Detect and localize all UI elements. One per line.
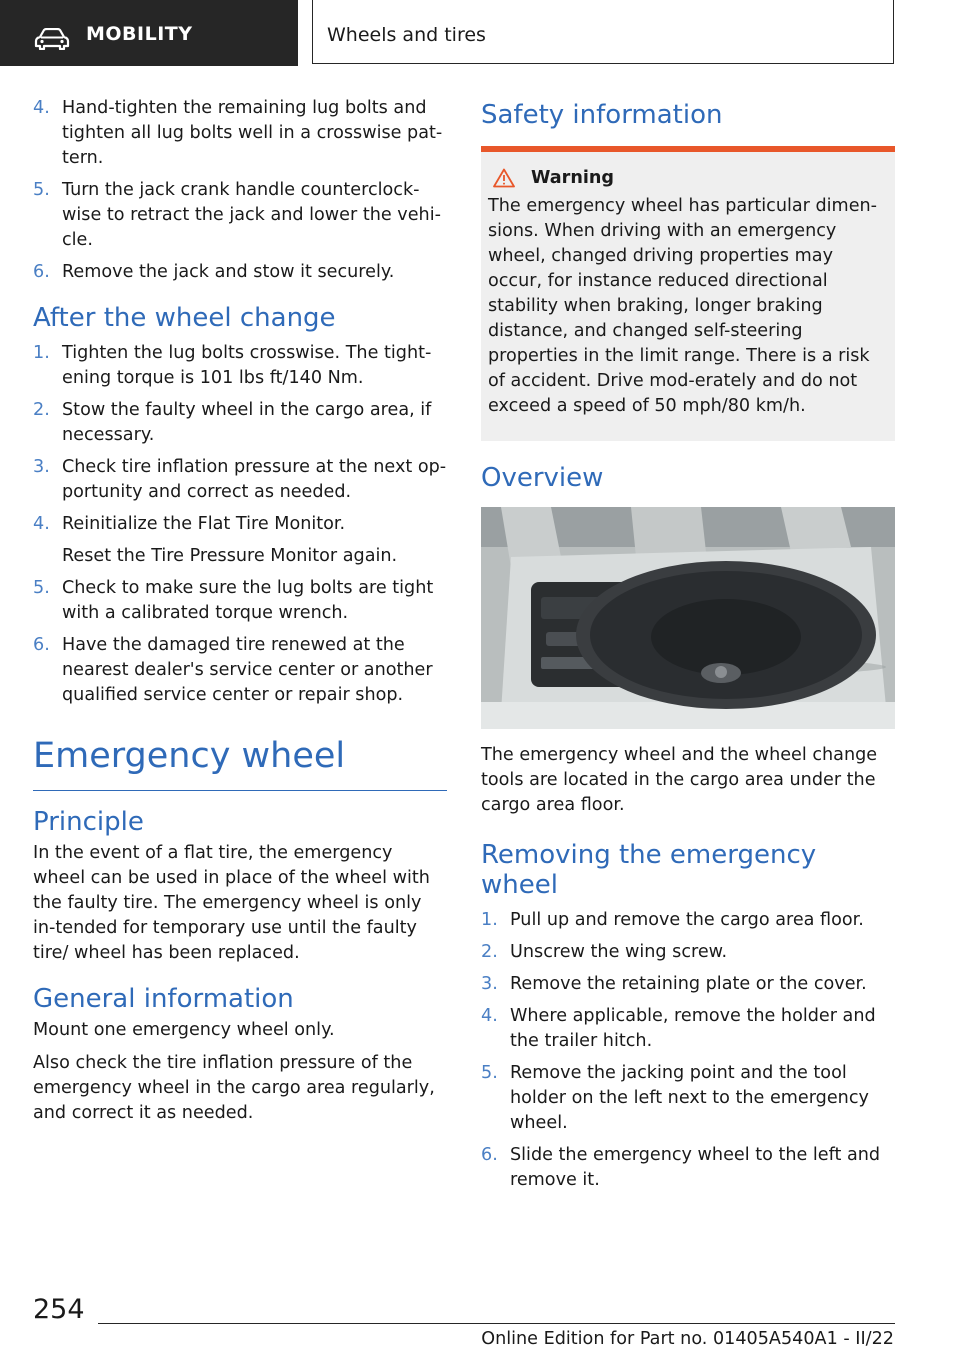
after-change-steps-2 [33, 576, 447, 708]
step-text: Remove the jacking point and the tool holder on the left next to the emergency wheel. [510, 1063, 869, 1133]
overview-heading: Overview [481, 463, 604, 493]
warning-triangle-icon [493, 168, 515, 188]
step-number: 1. [481, 910, 498, 930]
step-number: 4. [33, 514, 50, 534]
step-number: 3. [33, 457, 50, 477]
step-text: Where applicable, remove the holder and the trailer hitch. [510, 1006, 876, 1051]
list-item [481, 1061, 895, 1136]
removing-emergency-wheel-heading: Removing the emergency wheel [481, 840, 817, 900]
general-information-heading: General information [33, 984, 294, 1014]
after-wheel-change-heading: After the wheel change [33, 303, 336, 333]
section-tab [0, 0, 298, 66]
overview-caption: The emergency wheel and the wheel change tools are located in the cargo area under the cargo area floor. [481, 745, 878, 815]
chapter-tab [312, 0, 894, 64]
step-text: Slide the emergency wheel to the left and remove it. [510, 1145, 881, 1190]
step-text: Have the damaged tire renewed at the nearest dealer's service center or another qualified service center or repair shop. [62, 635, 433, 705]
list-item [33, 633, 447, 708]
step-number: 5. [33, 578, 50, 598]
section-label: MOBILITY [86, 23, 193, 45]
general-text-1: Mount one emergency wheel only. [33, 1020, 335, 1040]
list-item [33, 455, 447, 505]
step-number: 6. [481, 1145, 498, 1165]
step-number: 2. [33, 400, 50, 420]
right-column [481, 96, 895, 1200]
list-item [33, 178, 447, 253]
emergency-wheel-heading: Emergency wheel [33, 736, 447, 791]
warning-box [481, 152, 895, 441]
removing-steps [481, 908, 895, 1193]
list-item [33, 512, 447, 537]
warning-text: The emergency wheel has particular dimen-sions. When driving with an emergency wheel, changed driving properties may occur, for instance reduced directional stability when braking, longer braking distance, and changed self-steering properties in the limit range. There is a risk of accident. Drive mod-erately and do not exceed a speed of 50 mph/80 km/h. [488, 196, 878, 416]
list-item [481, 1143, 895, 1193]
step-text: Reinitialize the Flat Tire Monitor. [62, 514, 346, 534]
step-text: Pull up and remove the cargo area floor. [510, 910, 864, 930]
step-text: Remove the jack and stow it securely. [62, 262, 395, 282]
step-text: Unscrew the wing screw. [510, 942, 728, 962]
step-number: 4. [33, 98, 50, 118]
chapter-label: Wheels and tires [327, 24, 486, 46]
list-item [33, 260, 447, 285]
edition-label: Online Edition for Part no. 01405A540A1 - II/22 [481, 1329, 894, 1349]
safety-information-heading: Safety information [481, 100, 723, 130]
step-text: Tighten the lug bolts crosswise. The tight-ening torque is 101 lbs ft/140 Nm. [62, 343, 432, 388]
list-item [33, 96, 447, 171]
step-number: 1. [33, 343, 50, 363]
principle-text: In the event of a flat tire, the emergency wheel can be used in place of the wheel with the faulty tire. The emergency wheel is only in-tended for temporary use until the faulty tire/ wheel has been replaced. [33, 843, 430, 963]
step-number: 5. [481, 1063, 498, 1083]
list-item [33, 576, 447, 626]
left-column [33, 96, 447, 1134]
warning-label: Warning [531, 168, 615, 188]
step-number: 5. [33, 180, 50, 200]
list-item [481, 908, 895, 933]
step-text: Check to make sure the lug bolts are tight with a calibrated torque wrench. [62, 578, 434, 623]
list-item [33, 341, 447, 391]
list-item [481, 972, 895, 997]
cargo-area-emergency-wheel-figure [481, 507, 895, 729]
step-number: 2. [481, 942, 498, 962]
step-number: 6. [33, 635, 50, 655]
general-text-2: Also check the tire inflation pressure of the emergency wheel in the cargo area regularly, and correct it as needed. [33, 1053, 435, 1123]
warning-header [488, 168, 887, 188]
car-icon [34, 28, 70, 50]
list-item [33, 398, 447, 448]
principle-heading: Principle [33, 807, 144, 837]
steps-list-continued [33, 96, 447, 285]
list-item [481, 1004, 895, 1054]
step-number: 3. [481, 974, 498, 994]
step-number: 6. [33, 262, 50, 282]
step-sub-text: Reset the Tire Pressure Monitor again. [62, 546, 398, 566]
footer-divider [98, 1323, 895, 1324]
step-number: 4. [481, 1006, 498, 1026]
after-change-steps [33, 341, 447, 537]
step-text: Check tire inflation pressure at the next op-portunity and correct as needed. [62, 457, 447, 502]
page-header [0, 0, 960, 66]
step-text: Hand-tighten the remaining lug bolts and tighten all lug bolts well in a crosswise pat-tern. [62, 98, 443, 168]
step-text: Stow the faulty wheel in the cargo area, if necessary. [62, 400, 432, 445]
step-text: Remove the retaining plate or the cover. [510, 974, 867, 994]
page-number: 254 [33, 1294, 85, 1325]
step-text: Turn the jack crank handle counterclock-wise to retract the jack and lower the vehi-cle. [62, 180, 441, 250]
list-item [481, 940, 895, 965]
